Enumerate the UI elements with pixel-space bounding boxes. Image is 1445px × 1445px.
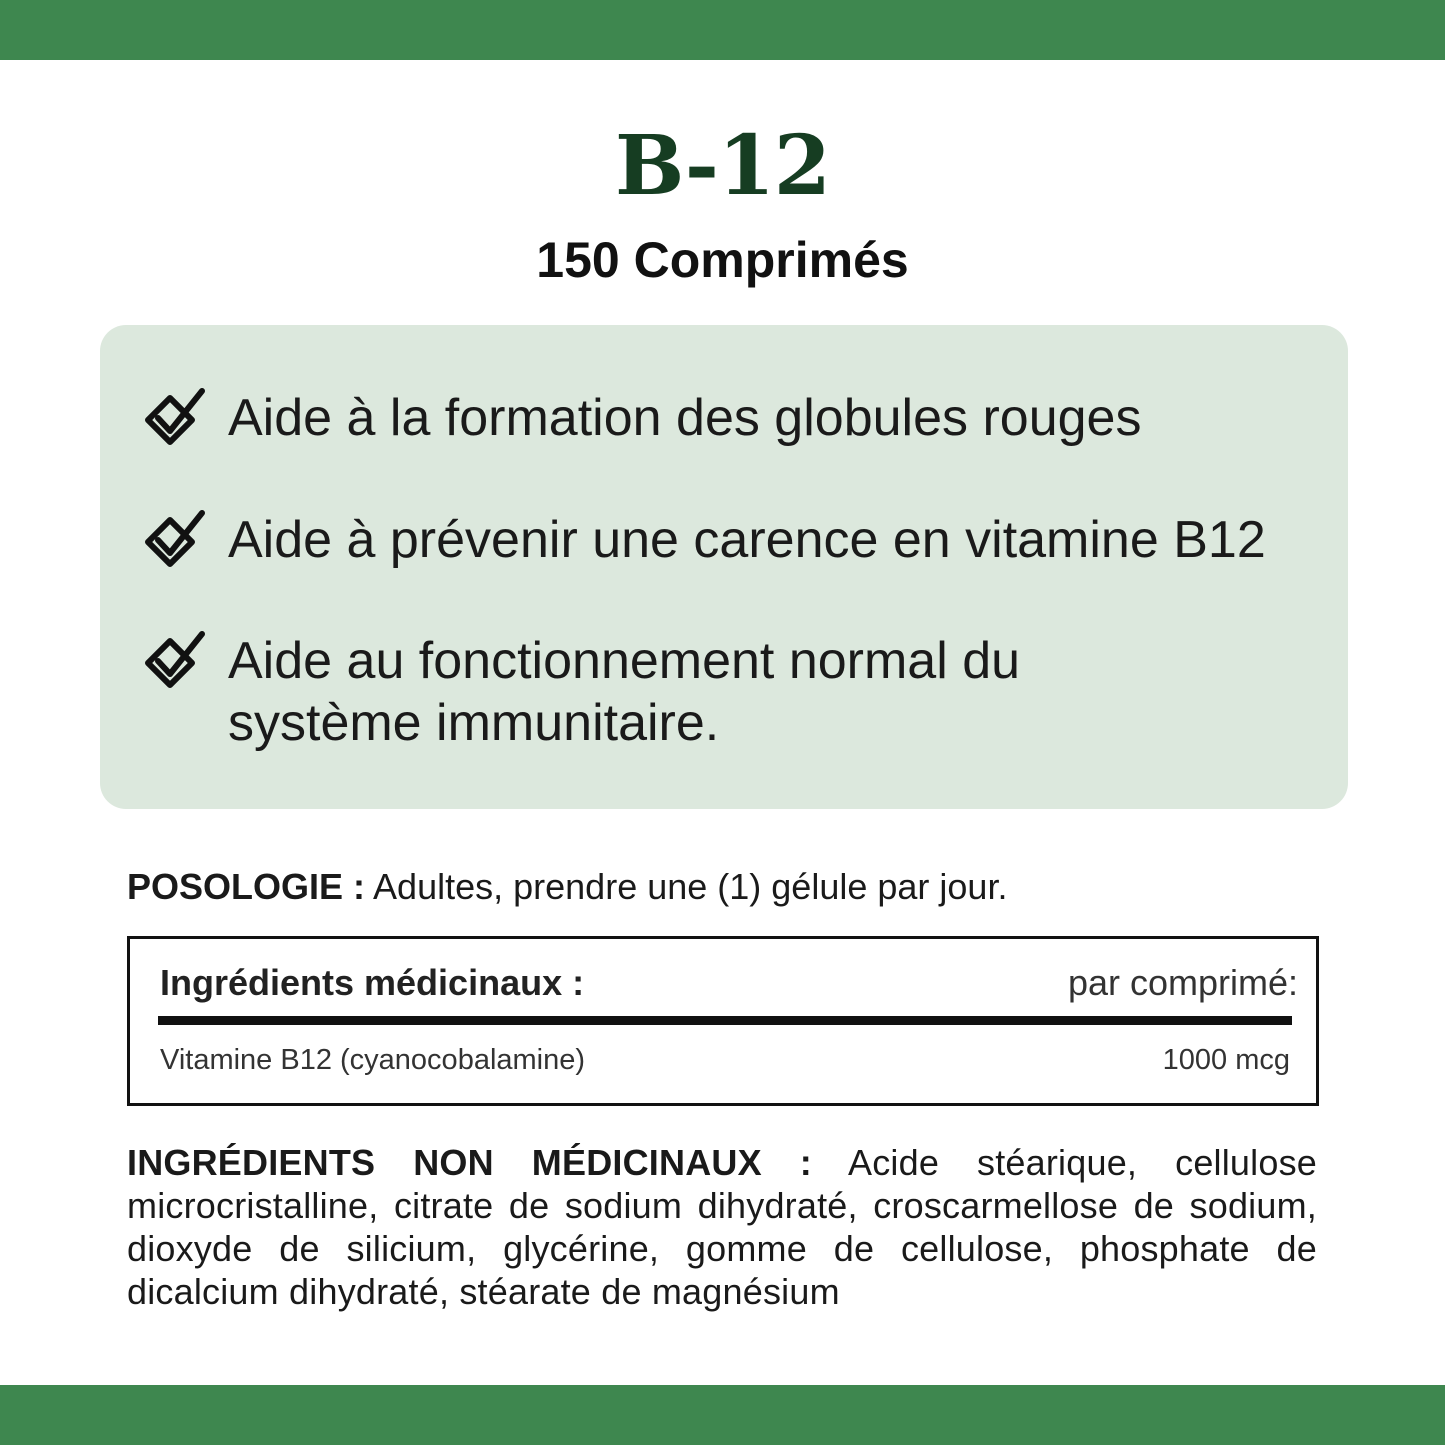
- check-badge-icon: [140, 387, 210, 453]
- medicinal-heading: Ingrédients médicinaux :: [160, 962, 585, 1003]
- medicinal-ingredients-table: [127, 936, 1319, 1106]
- non-medicinal-label: INGRÉDIENTS NON MÉDICINAUX :: [127, 1142, 812, 1183]
- benefits-panel: [100, 325, 1348, 809]
- non-medicinal-text: Acide stéarique, cellulose microcristalline, citrate de sodium dihydraté, croscarmellose de sodium, dioxyde de silicium, glycérine, gomme de cellulose, phosphate de dicalcium dihydraté, stéarate de magnésium: [127, 1142, 1317, 1312]
- benefit-text: Aide au fonctionnement normal du: [228, 632, 1021, 690]
- per-unit-label: par comprimé:: [1067, 962, 1298, 1003]
- top-brand-bar: [0, 0, 1445, 60]
- bottom-brand-bar: [0, 1385, 1445, 1445]
- dosage-label: POSOLOGIE :: [127, 866, 366, 907]
- dosage-text: Adultes, prendre une (1) gélule par jour.: [365, 866, 1008, 907]
- ingredient-name: Vitamine B12 (cyanocobalamine): [160, 1044, 586, 1076]
- table-divider: [158, 1016, 1292, 1025]
- benefit-text: Aide à la formation des globules rouges: [228, 389, 1142, 447]
- ingredient-amount: 1000 mcg: [1162, 1044, 1290, 1076]
- non-medicinal-ingredients: [127, 1141, 1317, 1313]
- check-badge-icon: [140, 630, 210, 696]
- product-title: B-12: [615, 118, 830, 214]
- benefit-text: Aide à prévenir une carence en vitamine B12: [228, 511, 1266, 569]
- benefit-text-continued: système immunitaire.: [228, 694, 720, 752]
- check-badge-icon: [140, 509, 210, 575]
- product-count: 150 Comprimés: [536, 232, 909, 288]
- dosage-instructions: [127, 864, 1327, 910]
